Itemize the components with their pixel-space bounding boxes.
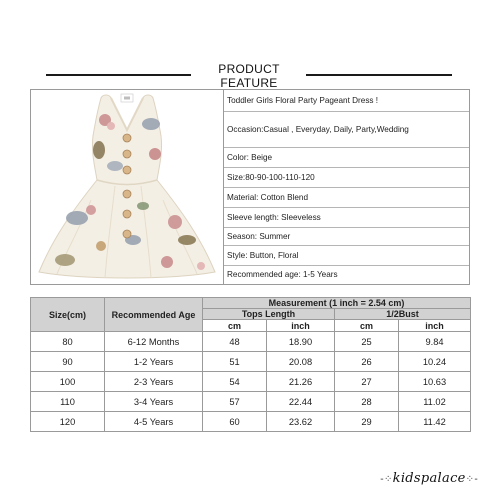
unit-header-tops-inch: inch [267,320,335,332]
product-feature-table [30,89,470,285]
cell-tops-cm: 54 [203,372,267,392]
cell-tops-cm: 57 [203,392,267,412]
cell-tops-inch: 22.44 [267,392,335,412]
feature-row-occasion: Occasion:Casual , Everyday, Daily, Party,Wedding [224,112,469,148]
cell-bust-inch: 9.84 [399,332,471,352]
feature-row-sleeve: Sleeve length: Sleeveless [224,208,469,228]
feature-row-age: Recommended age: 1-5 Years [227,270,338,279]
cell-size: 80 [31,332,105,352]
cell-age: 1-2 Years [105,352,203,372]
cell-tops-inch: 20.08 [267,352,335,372]
cell-tops-cm: 51 [203,352,267,372]
group-header-bust: 1/2Bust [335,309,471,320]
cell-tops-cm: 48 [203,332,267,352]
cell-size: 110 [31,392,105,412]
brand-watermark [380,471,478,486]
cell-bust-inch: 10.24 [399,352,471,372]
header-rule-left [46,74,191,76]
unit-header-bust-inch: inch [399,320,471,332]
col-header-size: Size(cm) [31,298,105,332]
brand-deco-right: ⁘- [465,474,478,485]
group-header-tops-length: Tops Length [203,309,335,320]
feature-row-color: Color: Beige [224,148,469,168]
cell-bust-cm: 27 [335,372,399,392]
size-chart-table [30,297,471,432]
cell-tops-inch: 18.90 [267,332,335,352]
cell-size: 90 [31,352,105,372]
dress-illustration [31,90,224,284]
cell-tops-cm: 60 [203,412,267,432]
cell-bust-cm: 28 [335,392,399,412]
brand-deco-left: -⁘ [380,474,393,485]
cell-age: 4-5 Years [105,412,203,432]
cell-size: 120 [31,412,105,432]
cell-age: 3-4 Years [105,392,203,412]
cell-bust-cm: 25 [335,332,399,352]
feature-row-material: Material: Cotton Blend [224,188,469,208]
feature-row-season: Season: Summer [224,228,469,246]
feature-list [224,90,469,284]
table-row [31,332,471,352]
feature-row-size: Size:80-90-100-110-120 [224,168,469,188]
table-row [31,352,471,372]
feature-row-title: Toddler Girls Floral Party Pageant Dress ! [224,90,469,112]
cell-tops-inch: 23.62 [267,412,335,432]
cell-bust-cm: 26 [335,352,399,372]
cell-age: 2-3 Years [105,372,203,392]
header-title: PRODUCT FEATURE [218,62,280,90]
header-rule-right [306,74,452,76]
size-tag-icon [121,94,133,102]
unit-header-tops-cm: cm [203,320,267,332]
cell-bust-cm: 29 [335,412,399,432]
cell-tops-inch: 21.26 [267,372,335,392]
feature-row-style: Style: Button, Floral [224,246,469,266]
cell-bust-inch: 11.42 [399,412,471,432]
product-photo[interactable] [31,90,224,284]
cell-size: 100 [31,372,105,392]
cell-bust-inch: 10.63 [399,372,471,392]
measurement-header: Measurement (1 inch = 2.54 cm) [203,298,471,309]
brand-name: kidspalace [392,471,466,486]
table-row [31,372,471,392]
product-feature-header [0,58,500,90]
unit-header-bust-cm: cm [335,320,399,332]
col-header-age: Recommended Age [105,298,203,332]
cell-age: 6-12 Months [105,332,203,352]
table-row [31,392,471,412]
table-row [31,412,471,432]
cell-bust-inch: 11.02 [399,392,471,412]
